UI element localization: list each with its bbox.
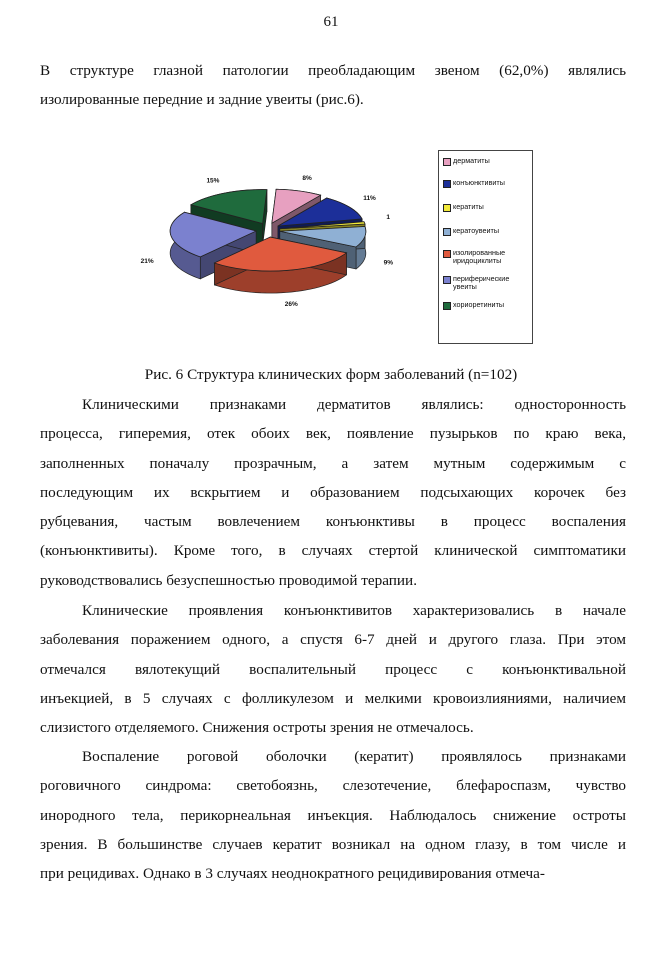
legend-label: изолированные иридоциклиты bbox=[453, 248, 506, 266]
legend-item bbox=[443, 275, 531, 292]
legend-swatch bbox=[443, 204, 451, 212]
paragraph-keratitis bbox=[40, 742, 626, 888]
text-line: (конъюнктивиты). Кроме того, в случаях стертой клинической симптоматики bbox=[40, 542, 626, 560]
text-line: зрения. В большинстве случаев кератит возникал на одном глазу, в том числе и bbox=[40, 835, 626, 853]
slice-value-label: 8% bbox=[302, 174, 312, 182]
legend-swatch bbox=[443, 302, 451, 310]
legend-item bbox=[443, 157, 531, 166]
text-line: Клинические проявления конъюнктивитов характеризовались в начале bbox=[82, 602, 626, 619]
legend-item bbox=[443, 301, 531, 310]
text-line: инородного тела, перикорнеальная инъекция. Наблюдалось снижение остроты bbox=[40, 806, 626, 824]
legend-label: кератоувеиты bbox=[453, 226, 499, 235]
pie-chart bbox=[128, 118, 428, 352]
text-line: Клиническими признаками дерматитов являлись: односторонность bbox=[82, 396, 626, 413]
text-line: Воспаление роговой оболочки (кератит) проявлялось признаками bbox=[82, 748, 626, 765]
intro-paragraph bbox=[40, 56, 626, 115]
text-line: инъекцией, в 5 случаях с фолликулезом и мелкими кровоизлияниями, наличием bbox=[40, 689, 626, 707]
text-line: заполненных поначалу прозрачным, а затем мутным содержимым с bbox=[40, 454, 626, 472]
legend-label: периферические увеиты bbox=[453, 274, 510, 292]
legend-label: кератиты bbox=[453, 202, 484, 211]
legend-label: хориоретиниты bbox=[453, 300, 505, 309]
slice-value-label: 1 bbox=[386, 214, 391, 222]
legend-swatch bbox=[443, 180, 451, 188]
slice-value-label: 11% bbox=[363, 194, 376, 202]
figure-caption: Рис. 6 Структура клинических форм заболеваний (n=102) bbox=[144, 366, 518, 383]
text-line: В структуре глазной патологии преобладающим звеном (62,0%) являлись bbox=[40, 62, 626, 79]
chart-legend bbox=[438, 150, 533, 344]
text-line: при рецидивах. Однако в 3 случаях неоднократного рецидивирования отмеча- bbox=[40, 865, 545, 883]
paragraph-dermatitis bbox=[40, 390, 626, 595]
text-line: рубцевания, частым вовлечением конъюнктивы в процесс воспаления bbox=[40, 513, 626, 531]
text-line: заболевания поражением одного, а спустя 6-7 дней и другого глаза. При этом bbox=[40, 631, 626, 649]
legend-item bbox=[443, 179, 531, 188]
legend-item bbox=[443, 203, 531, 212]
text-line: изолированные передние и задние увеиты (рис.6). bbox=[40, 91, 364, 109]
legend-label: дерматиты bbox=[453, 156, 490, 165]
legend-label: конъюнктивиты bbox=[453, 178, 505, 187]
legend-item bbox=[443, 249, 531, 266]
legend-swatch bbox=[443, 158, 451, 166]
text-line: последующим их вскрытием и образованием подсыхающих корочек без bbox=[40, 483, 626, 501]
legend-swatch bbox=[443, 276, 451, 284]
text-line: руководствовались безуспешностью проводимой терапии. bbox=[40, 571, 417, 589]
page-number: 61 bbox=[323, 14, 339, 30]
legend-swatch bbox=[443, 228, 451, 236]
text-line: процесса, гиперемия, отек обоих век, появление пузырьков по краю века, bbox=[40, 425, 626, 443]
legend-swatch bbox=[443, 250, 451, 258]
legend-item bbox=[443, 227, 531, 236]
text-line: роговичного синдрома: светобоязнь, слезотечение, блефароспазм, чувство bbox=[40, 777, 626, 795]
text-line: отмечался вялотекущий воспалительный процесс с конъюнктивальной bbox=[40, 660, 626, 678]
paragraph-conjunctivitis bbox=[40, 596, 626, 742]
text-line: слизистого отделяемого. Снижения остроты зрения не отмечалось. bbox=[40, 719, 474, 737]
slice-value-label: 26% bbox=[284, 300, 298, 308]
slice-value-label: 15% bbox=[206, 177, 220, 185]
slice-value-label: 9% bbox=[383, 259, 394, 267]
slice-value-label: 21% bbox=[140, 258, 154, 266]
pie-chart-figure bbox=[128, 118, 535, 352]
